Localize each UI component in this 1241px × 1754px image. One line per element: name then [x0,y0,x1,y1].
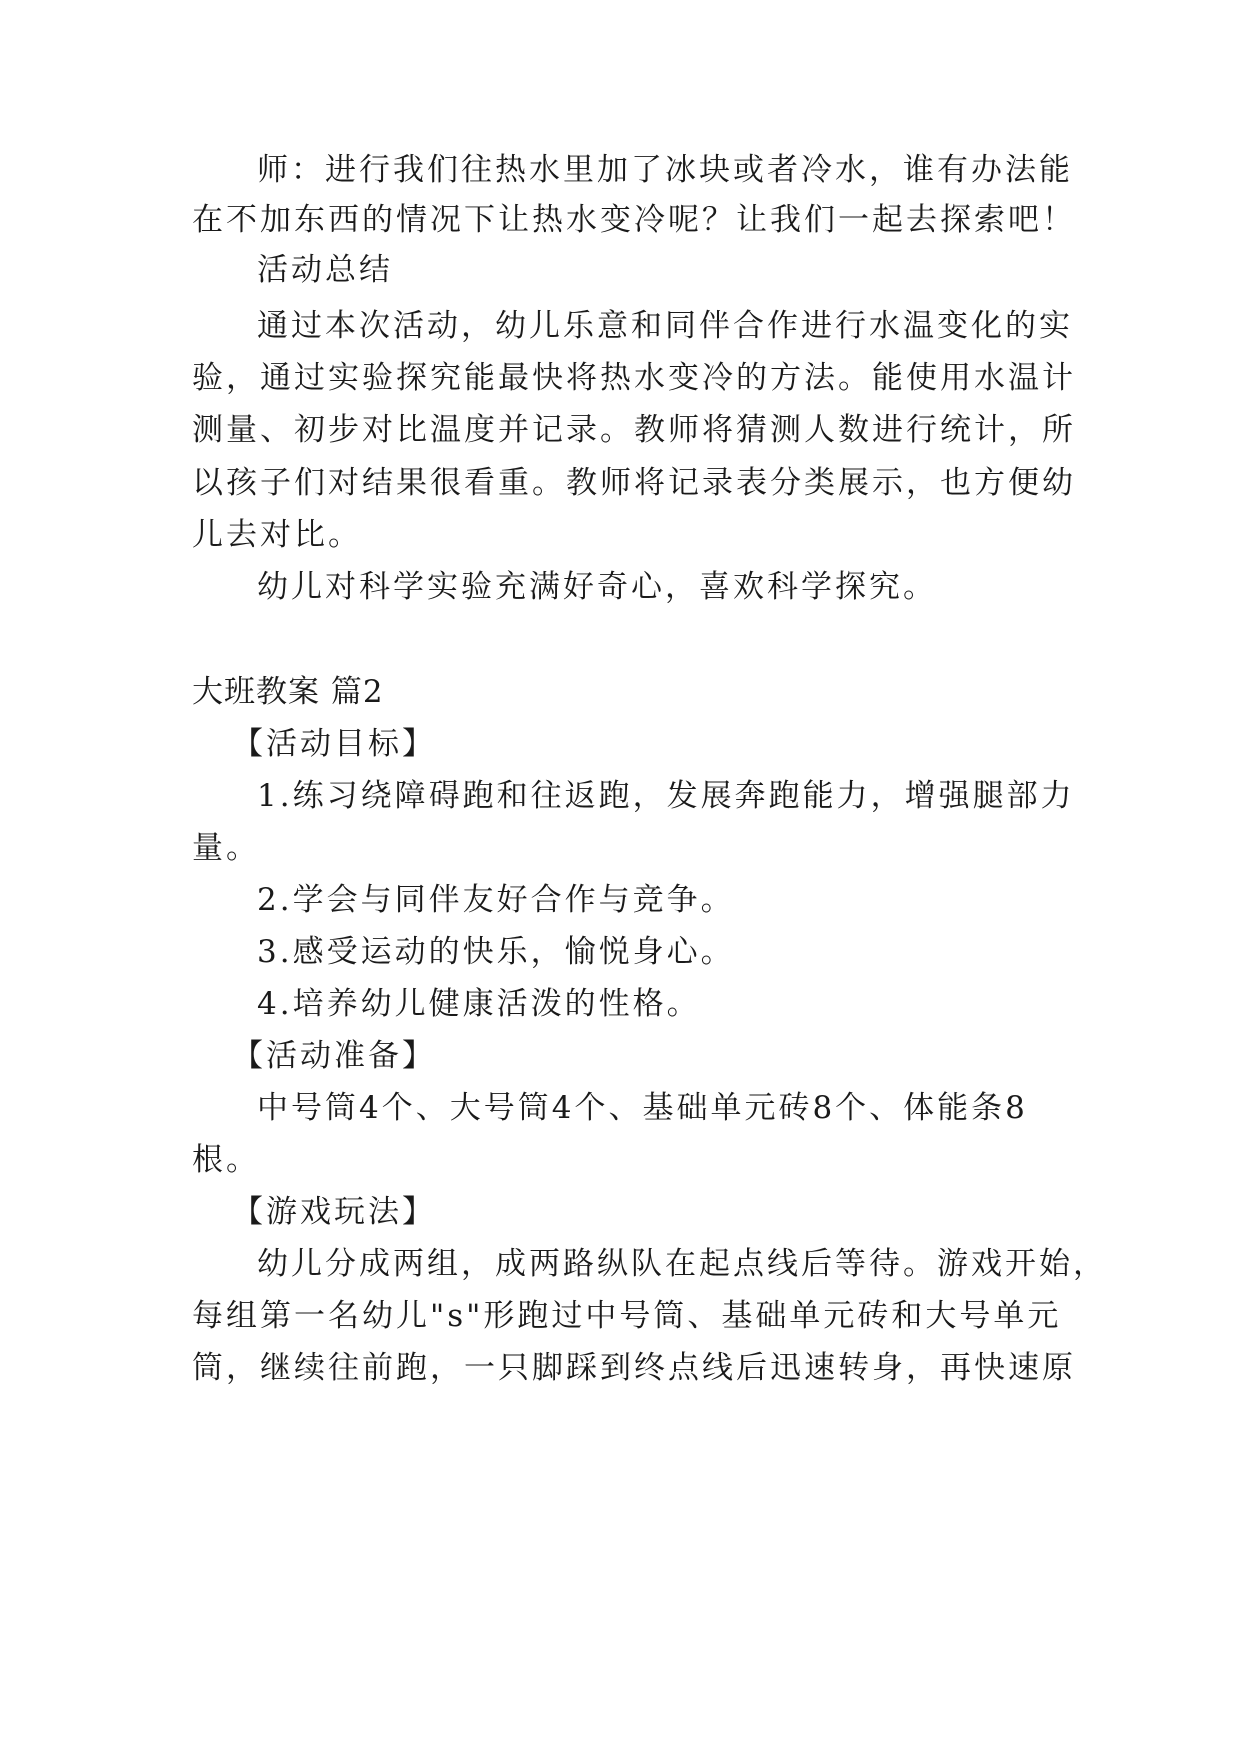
paragraph-line: 中号筒4个、大号筒4个、基础单元砖8个、体能条8 [257,1090,1028,1126]
section-title: 【活动目标】 [232,726,436,762]
lesson-heading: 大班教案 篇2 [192,674,384,710]
paragraph-line: 测量、初步对比温度并记录。教师将猜测人数进行统计，所 [192,412,1076,448]
list-item: 2.学会与同伴友好合作与竞争。 [257,882,735,918]
list-item: 3.感受运动的快乐，愉悦身心。 [257,934,735,970]
paragraph-line: 师：进行我们往热水里加了冰块或者冷水，谁有办法能 [257,152,1073,188]
paragraph-line: 幼儿对科学实验充满好奇心，喜欢科学探究。 [257,569,937,605]
paragraph-line: 每组第一名幼儿"s"形跑过中号筒、基础单元砖和大号单元 [192,1298,1062,1334]
section-title: 活动总结 [257,252,393,288]
list-item: 4.培养幼儿健康活泼的性格。 [257,986,701,1022]
paragraph-line: 通过本次活动，幼儿乐意和同伴合作进行水温变化的实 [257,308,1073,344]
paragraph-line: 验，通过实验探究能最快将热水变冷的方法。能使用水温计 [192,360,1076,396]
section-title: 【游戏玩法】 [232,1194,436,1230]
list-item: 量。 [192,830,260,866]
paragraph-line: 以孩子们对结果很看重。教师将记录表分类展示，也方便幼 [192,465,1076,501]
paragraph-line: 在不加东西的情况下让热水变冷呢？让我们一起去探索吧！ [192,202,1076,238]
paragraph-line: 筒，继续往前跑，一只脚踩到终点线后迅速转身，再快速原 [192,1350,1076,1386]
paragraph-line: 根。 [192,1142,260,1178]
list-item: 1.练习绕障碍跑和往返跑，发展奔跑能力，增强腿部力 [257,778,1075,814]
section-title: 【活动准备】 [232,1038,436,1074]
paragraph-line: 儿去对比。 [192,517,362,553]
paragraph-line: 幼儿分成两组，成两路纵队在起点线后等待。游戏开始， [257,1246,1107,1282]
